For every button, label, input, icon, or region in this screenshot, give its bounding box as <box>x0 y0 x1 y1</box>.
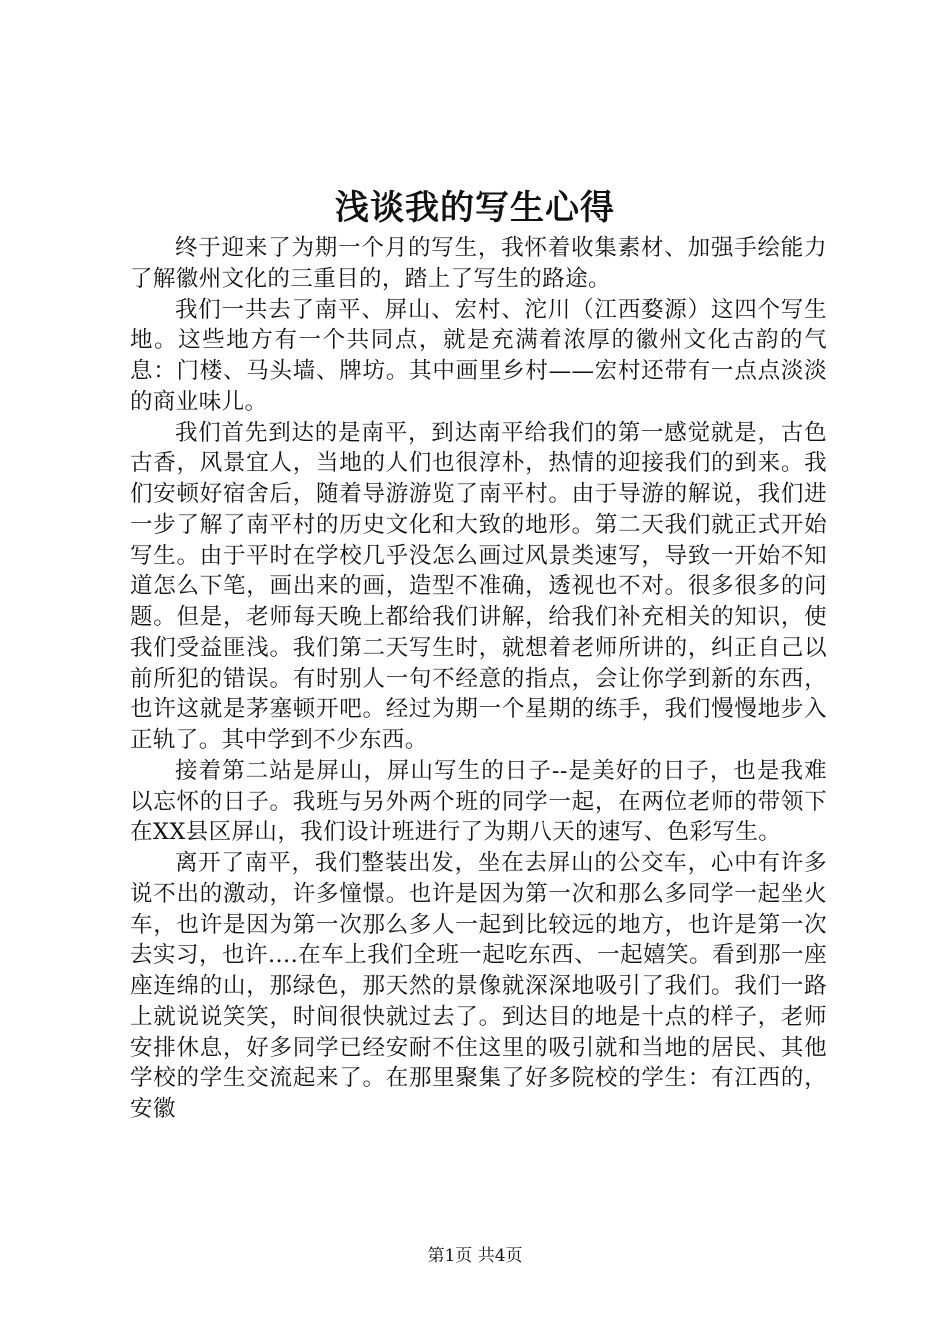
document-title: 浅谈我的写生心得 <box>335 188 615 228</box>
paragraph-4: 接着第二站是屏山，屏山写生的日子--是美好的日子，也是我难以忘怀的日子。我班与另外两个班的同学一起，在两位老师的带领下在XX县区屏山，我们设计班进行了为期八天的速写、色彩写生。 <box>130 757 827 846</box>
paragraph-2: 我们一共去了南平、屏山、宏村、沱川（江西婺源）这四个写生地。这些地方有一个共同点，就是充满着浓厚的徽州文化古韵的气息：门楼、马头墙、牌坊。其中画里乡村——宏村还带有一点点淡淡的商业味儿。 <box>130 296 827 415</box>
paragraph-3: 我们首先到达的是南平，到达南平给我们的第一感觉就是，古色古香，风景宜人，当地的人们也很淳朴，热情的迎接我们的到来。我们安顿好宿舍后，随着导游游览了南平村。由于导游的解说，我们进一步了解了南平村的历史文化和大致的地形。第二天我们就正式开始写生。由于平时在学校几乎没怎么画过风景类速写，导致一开始不知道怎么下笔，画出来的画，造型不准确，透视也不对。很多很多的问题。但是，老师每天晚上都给我们讲解，给我们补充相关的知识，使我们受益匪浅。我们第二天写生时，就想着老师所讲的，纠正自己以前所犯的错误。有时别人一句不经意的指点，会让你学到新的东西，也许这就是茅塞顿开吧。经过为期一个星期的练手，我们慢慢地步入正轨了。其中学到不少东西。 <box>130 419 827 753</box>
page-footer: 第1页 共4页 <box>427 1246 523 1266</box>
paragraph-1: 终于迎来了为期一个月的写生，我怀着收集素材、加强手绘能力了解徽州文化的三重目的，踏上了写生的路途。 <box>130 235 827 292</box>
document-body <box>130 233 827 1125</box>
paragraph-5: 离开了南平，我们整装出发，坐在去屏山的公交车，心中有许多说不出的激动，许多憧憬。也许是因为第一次和那么多同学一起坐火车，也许是因为第一次那么多人一起到比较远的地方，也许是第一次去实习，也许....在车上我们全班一起吃东西、一起嬉笑。看到那一座座连绵的山，那绿色，那天然的景像就深深地吸引了我们。我们一路上就说说笑笑，时间很快就过去了。到达目的地是十点的样子，老师安排休息，好多同学已经安耐不住这里的吸引就和当地的居民、其他学校的学生交流起来了。在那里聚集了好多院校的学生：有江西的，安徽 <box>130 850 827 1122</box>
